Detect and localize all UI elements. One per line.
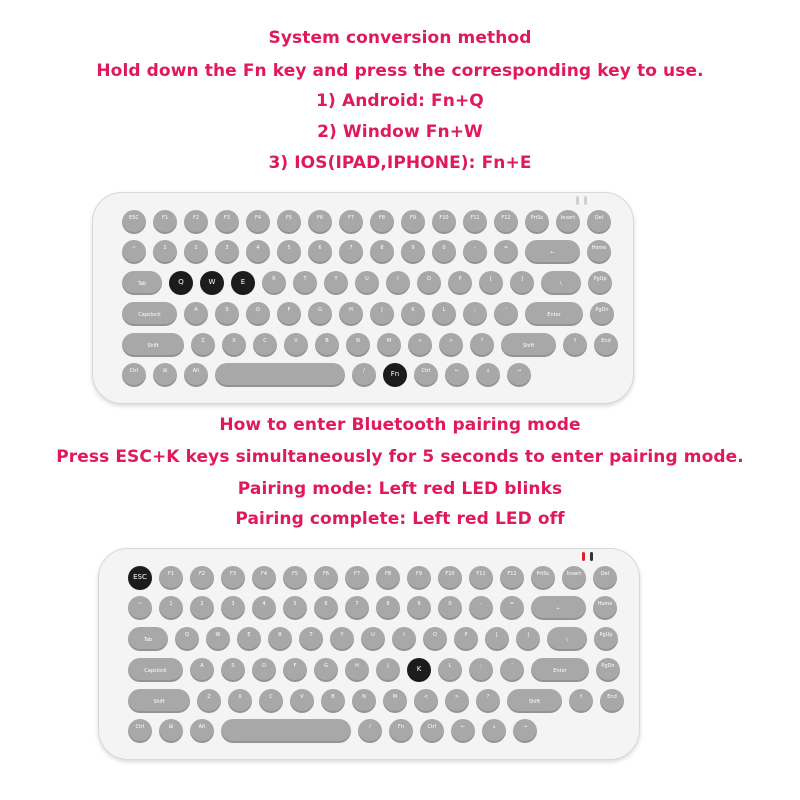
key-h: H [345,658,369,682]
key-symbol: [ [485,627,509,651]
status-led [584,196,587,205]
key-k: K [401,302,425,326]
key-y: Y [330,627,354,651]
key-f6: F6 [308,210,332,234]
key-c: C [253,333,277,357]
key-y: Y [324,271,348,295]
key-3: 3 [221,596,245,620]
key-v: V [284,333,308,357]
pairing-title: How to enter Bluetooth pairing mode [219,415,581,435]
key-8: 8 [370,240,394,264]
key-f8: F8 [370,210,394,234]
key-prtsc: PrtSc [531,566,555,590]
key-w: W [200,271,224,295]
key-prtsc: PrtSc [525,210,549,234]
key-u: U [355,271,379,295]
key-symbol: = [494,240,518,264]
key-symbol: ← [525,240,580,264]
key-w: W [206,627,230,651]
key-f5: F5 [283,566,307,590]
key-symbol: / [358,719,382,743]
keyboard-illustration-system [92,192,632,402]
key-symbol: ↓ [482,719,506,743]
key-space [215,363,345,387]
key-6: 6 [308,240,332,264]
key-symbol: ← [445,363,469,387]
key-symbol: ; [469,658,493,682]
key-symbol: ? [476,689,500,713]
key-alt: Alt [190,719,214,743]
key-symbol: ↑ [569,689,593,713]
key-5: 5 [277,240,301,264]
key-f1: F1 [159,566,183,590]
key-esc: ESC [122,210,146,234]
key-symbol: ~ [122,240,146,264]
ios-shortcut: 3) IOS(IPAD,IPHONE): Fn+E [268,153,532,173]
status-led [590,552,593,561]
key-ctrl: Ctrl [122,363,146,387]
key-a: A [190,658,214,682]
key-tab: Tab [128,627,168,651]
key-f5: F5 [277,210,301,234]
key-f3: F3 [215,210,239,234]
key-del: Del [593,566,617,590]
fn-instruction: Hold down the Fn key and press the corresponding key to use. [96,61,704,81]
key-l: L [438,658,462,682]
key-p: P [454,627,478,651]
status-led [582,552,585,561]
key-symbol: / [352,363,376,387]
key-capslock: Capslock [128,658,183,682]
key-d: D [246,302,270,326]
key-r: R [268,627,292,651]
key-f2: F2 [184,210,208,234]
status-led [576,196,579,205]
key-o: O [417,271,441,295]
key-x: X [228,689,252,713]
key-symbol: ] [516,627,540,651]
key-home: Home [587,240,611,264]
key-capslock: Capslock [122,302,177,326]
key-t: T [299,627,323,651]
key-1: 1 [153,240,177,264]
key-pgdn: PgDn [590,302,614,326]
key-enter: Enter [531,658,589,682]
key-insert: Insert [556,210,580,234]
key-e: E [237,627,261,651]
key-e: E [231,271,255,295]
key-f6: F6 [314,566,338,590]
pairing-instruction: Press ESC+K keys simultaneously for 5 seconds to enter pairing mode. [56,447,744,467]
key-symbol: ← [531,596,586,620]
key-symbol: < [414,689,438,713]
key-fn: Fn [383,363,407,387]
key-symbol: \ [541,271,581,295]
key-shift: Shift [501,333,556,357]
key-f10: F10 [432,210,456,234]
key-f4: F4 [252,566,276,590]
key-8: 8 [376,596,400,620]
system-conversion-title: System conversion method [268,28,532,48]
key-fn: Fn [389,719,413,743]
key-symbol: ? [470,333,494,357]
pairing-complete-status: Pairing complete: Left red LED off [235,509,565,529]
key-2: 2 [190,596,214,620]
key-j: J [370,302,394,326]
key-s: S [221,658,245,682]
key-n: N [352,689,376,713]
key-shift: Shift [507,689,562,713]
key-symbol: - [469,596,493,620]
key-shift: Shift [122,333,184,357]
key-symbol: < [408,333,432,357]
key-symbol: > [439,333,463,357]
key-f9: F9 [401,210,425,234]
key-h: H [339,302,363,326]
key-b: B [315,333,339,357]
key-a: A [184,302,208,326]
key-b: B [321,689,345,713]
key-7: 7 [345,596,369,620]
key-z: Z [197,689,221,713]
key-f: F [283,658,307,682]
key-symbol: ⊞ [159,719,183,743]
key-u: U [361,627,385,651]
key-9: 9 [401,240,425,264]
key-o: O [423,627,447,651]
key-k: K [407,658,431,682]
key-f2: F2 [190,566,214,590]
key-symbol: → [507,363,531,387]
key-symbol: ' [500,658,524,682]
key-l: L [432,302,456,326]
key-v: V [290,689,314,713]
key-pgup: PgUp [594,627,618,651]
key-0: 0 [438,596,462,620]
key-2: 2 [184,240,208,264]
key-esc: ESC [128,566,152,590]
key-j: J [376,658,400,682]
key-f11: F11 [469,566,493,590]
key-f7: F7 [345,566,369,590]
key-symbol: = [500,596,524,620]
key-0: 0 [432,240,456,264]
key-5: 5 [283,596,307,620]
key-pgup: PgUp [588,271,612,295]
key-q: Q [175,627,199,651]
key-f3: F3 [221,566,245,590]
key-enter: Enter [525,302,583,326]
key-space [221,719,351,743]
key-symbol: ~ [128,596,152,620]
key-n: N [346,333,370,357]
key-f7: F7 [339,210,363,234]
key-m: M [377,333,401,357]
key-p: P [448,271,472,295]
pairing-mode-status: Pairing mode: Left red LED blinks [237,479,563,499]
key-f12: F12 [494,210,518,234]
key-f1: F1 [153,210,177,234]
key-m: M [383,689,407,713]
key-symbol: ' [494,302,518,326]
key-end: End [600,689,624,713]
key-1: 1 [159,596,183,620]
key-c: C [259,689,283,713]
key-4: 4 [246,240,270,264]
key-end: End [594,333,618,357]
keyboard-illustration-pairing [98,548,638,758]
key-pgdn: PgDn [596,658,620,682]
key-ctrl: Ctrl [420,719,444,743]
key-f12: F12 [500,566,524,590]
key-6: 6 [314,596,338,620]
key-r: R [262,271,286,295]
key-symbol: \ [547,627,587,651]
key-x: X [222,333,246,357]
key-s: S [215,302,239,326]
key-symbol: - [463,240,487,264]
key-symbol: ; [463,302,487,326]
key-ctrl: Ctrl [128,719,152,743]
key-tab: Tab [122,271,162,295]
key-del: Del [587,210,611,234]
key-t: T [293,271,317,295]
key-g: G [308,302,332,326]
key-ctrl: Ctrl [414,363,438,387]
key-symbol: → [513,719,537,743]
key-f4: F4 [246,210,270,234]
key-symbol: ↓ [476,363,500,387]
key-f11: F11 [463,210,487,234]
key-i: I [392,627,416,651]
key-symbol: ⊞ [153,363,177,387]
key-shift: Shift [128,689,190,713]
key-4: 4 [252,596,276,620]
key-f9: F9 [407,566,431,590]
key-symbol: ← [451,719,475,743]
key-9: 9 [407,596,431,620]
key-symbol: ↑ [563,333,587,357]
key-g: G [314,658,338,682]
key-f: F [277,302,301,326]
key-home: Home [593,596,617,620]
key-3: 3 [215,240,239,264]
key-d: D [252,658,276,682]
key-7: 7 [339,240,363,264]
android-shortcut: 1) Android: Fn+Q [316,91,484,111]
key-i: I [386,271,410,295]
key-f10: F10 [438,566,462,590]
key-symbol: ] [510,271,534,295]
key-alt: Alt [184,363,208,387]
key-z: Z [191,333,215,357]
key-symbol: > [445,689,469,713]
key-f8: F8 [376,566,400,590]
key-insert: Insert [562,566,586,590]
windows-shortcut: 2) Window Fn+W [317,122,483,142]
key-q: Q [169,271,193,295]
key-symbol: [ [479,271,503,295]
